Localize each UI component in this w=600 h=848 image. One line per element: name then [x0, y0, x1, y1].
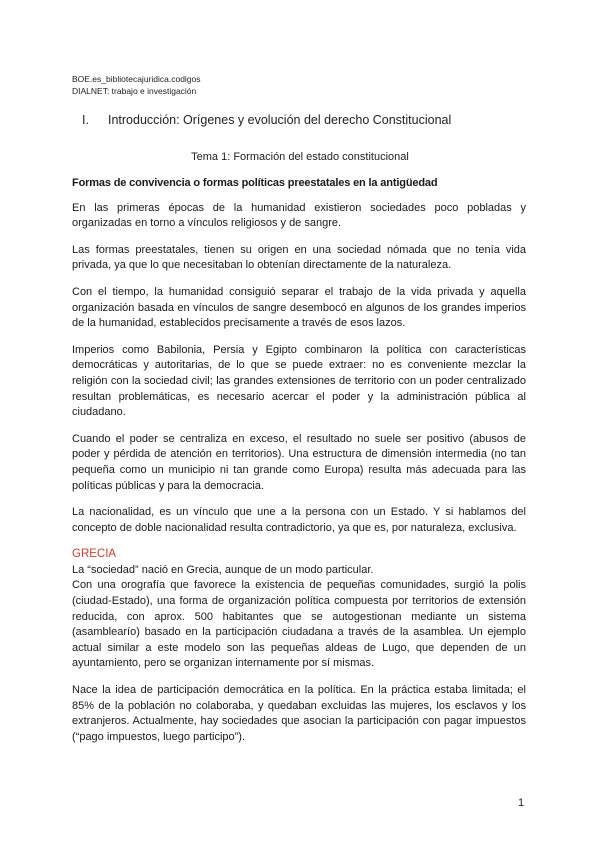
paragraph: Imperios como Babilonia, Persia y Egipto combinaron la política con características democráticas y autoritarias, de lo que se puede extraer: no es conveniente mezclar la religión con la sociedad civil; las grandes extensiones de territorio con un poder centralizado resultan problemáticas, es necesario acercar el poder y la administración pública al ciudadano. — [72, 343, 526, 419]
paragraph: En las primeras épocas de la humanidad existieron sociedades poco pobladas y organizadas en torno a vínculos religiosos y de sangre. — [72, 201, 526, 230]
section-number: I. — [82, 113, 89, 127]
paragraph: Las formas preestatales, tienen su origen en una sociedad nómada que no tenía vida privada, ya que lo que necesitaban lo obtenían directamente de la naturaleza. — [72, 243, 526, 272]
source-line-boe: BOE.es_bibliotecajuridica.codigos — [72, 74, 201, 84]
page-number: 1 — [518, 797, 525, 809]
section-heading — [82, 113, 451, 128]
greece-intro: La “sociedad” nació en Grecia, aunque de un modo particular. — [72, 563, 374, 576]
paragraph: La nacionalidad, es un vínculo que une a la persona con un Estado. Y si hablamos del concepto de doble nacionalidad resulta contradictorio, ya que es, por naturaleza, exclusiva. — [72, 506, 526, 534]
greece-paragraph: Nace la idea de participación democrática en la política. En la práctica estaba limitada; el 85% de la población no colaboraba, y quedaban excluidas las mujeres, los esclavos y los extranjeros. Actualmente, hay sociedades que asocian la participación con pagar impuestos (“pago impuestos, luego participo”). — [72, 684, 526, 743]
section-title: Introducción: Orígenes y evolución del derecho Constitucional — [108, 113, 452, 127]
paragraph: Cuando el poder se centraliza en exceso, el resultado no suele ser positivo (abusos de poder y pérdida de atención en territorios). Una estructura de dimensión intermedia (no tan pequeña como un municipio ni tan grande como Europa) resulta más adecuada para las políticas públicas y para la democracia. — [72, 432, 526, 492]
paragraph: Con el tiempo, la humanidad consiguió separar el trabajo de la vida privada y aquella organización basada en vínculos de sangre desembocó en algunos de los grandes imperios de la humanidad, establecidos precisamente a través de esos lazos. — [72, 285, 526, 330]
document-body — [72, 176, 526, 756]
greece-heading: GRECIA — [72, 548, 117, 561]
subheading: Formas de convivencia o formas políticas preestatales en la antigüedad — [72, 177, 438, 189]
topic-title: Tema 1: Formación del estado constitucional — [191, 151, 409, 163]
greece-paragraph: Con una orografía que favorece la existencia de pequeñas comunidades, surgió la polis (ciudad-Estado), una forma de organización política compuesta por territorios de extensión reducida, con aprox. 500 habitantes que se autogestionan mediante un sistema (asamblearío) basado en la participación ciudadana a través de la asamblea. Un ejemplo actual similar a este modelo son las pequeñas aldeas de Lugo, que dependen de un ayuntamiento, pero se organizan internamente por sí mismas. — [72, 579, 526, 670]
source-references — [72, 73, 201, 97]
source-line-dialnet: DIALNET: trabajo e investigación — [72, 86, 197, 96]
